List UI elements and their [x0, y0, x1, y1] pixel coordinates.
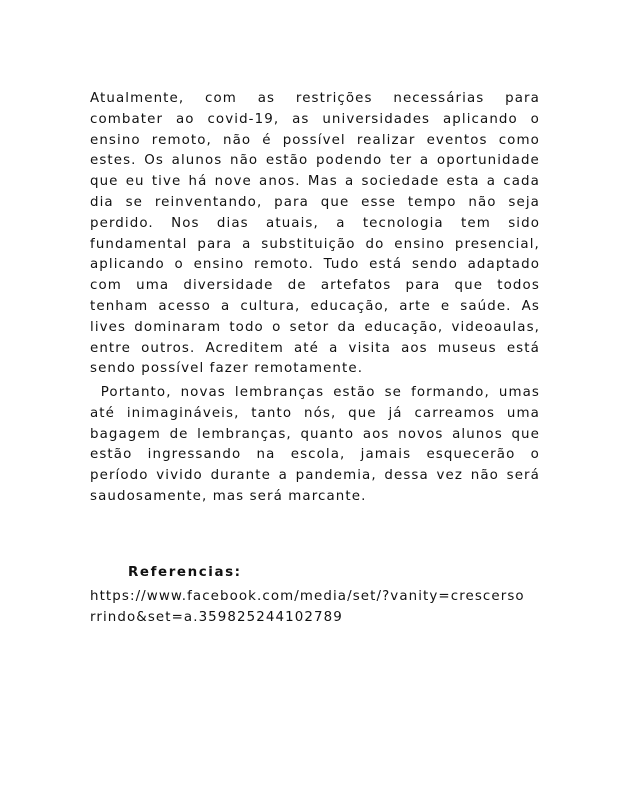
text-line: que eu tive há nove anos. Mas a sociedade esta a cada [90, 174, 540, 190]
text-line: saudosamente, mas será marcante. [90, 488, 367, 504]
text-line: tenham acesso a cultura, educação, arte e saúde. As [90, 298, 540, 314]
body-paragraph-1 [90, 89, 540, 380]
text-line: Portanto, novas lembranças estão se formando, umas [90, 385, 540, 400]
reference-url-line-1[interactable]: https://www.facebook.com/media/set/?vanity=crescerso [90, 589, 525, 604]
text-line: aplicando o ensino remoto. Tudo está sendo adaptado [90, 257, 540, 273]
text-line: Atualmente, com as restrições necessárias para [90, 91, 540, 106]
text-line: com uma diversidade de artefatos para que todos [90, 278, 540, 294]
reference-url-line-2[interactable]: rrindo&set=a.359825244102789 [90, 610, 343, 625]
text-line: período vivido durante a pandemia, dessa vez não será [90, 468, 540, 484]
text-line: perdido. Nos dias atuais, a tecnologia tem sido [90, 215, 540, 231]
text-line: estes. Os alunos não estão podendo ter a oportunidade [90, 153, 540, 169]
text-line: entre outros. Acreditem até a visita aos museus está [90, 340, 540, 356]
reference-link[interactable] [90, 586, 550, 628]
text-line: dia se reinventando, para que esse tempo não seja [90, 194, 540, 210]
text-line: fundamental para a substituição do ensino presencial, [90, 236, 540, 252]
text-line: sendo possível fazer remotamente. [90, 361, 364, 377]
text-line: lives dominaram todo o setor da educação, videoaulas, [90, 319, 540, 335]
text-line: combater ao covid-19, as universidades aplicando o [90, 111, 540, 127]
text-line: estão ingressando na escola, jamais esquecerão o [90, 447, 540, 463]
text-line: até inimagináveis, tanto nós, que já carreamos uma [90, 405, 540, 421]
body-paragraph-2 [90, 383, 540, 508]
text-line: bagagem de lembranças, quanto aos novos alunos que [90, 426, 540, 442]
references-heading: Referencias: [128, 565, 242, 580]
text-line: ensino remoto, não é possível realizar eventos como [90, 132, 540, 148]
